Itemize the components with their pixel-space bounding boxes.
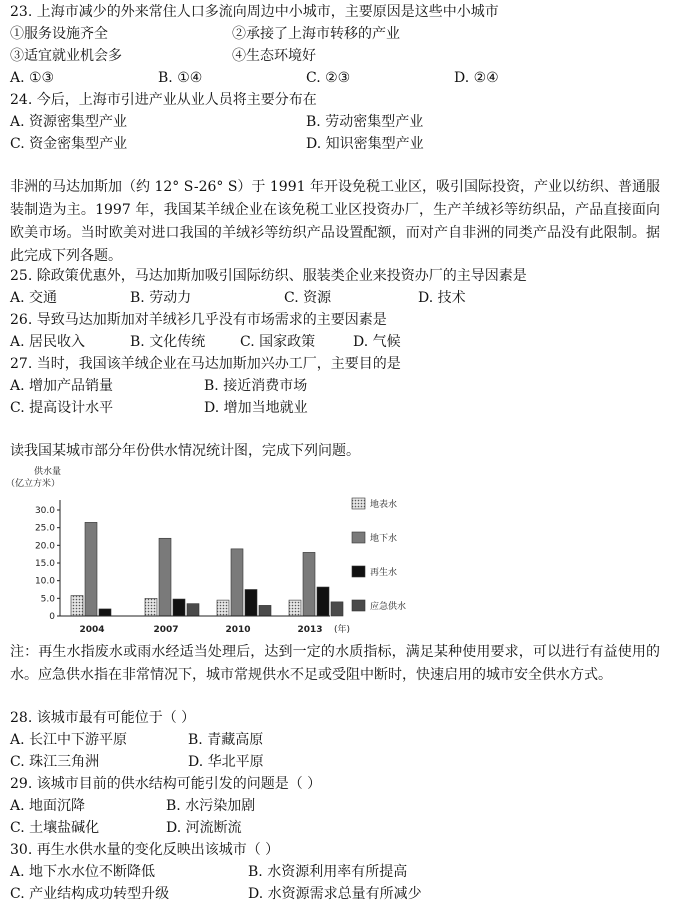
- y-tick-label: 20.0: [34, 541, 55, 552]
- bar-2007-3: [187, 604, 199, 616]
- legend-label: 地表水: [370, 500, 398, 510]
- q30-stem: 30. 再生水供水量的变化反映出该城市（ ）: [10, 842, 280, 858]
- bar-2010-0: [217, 600, 229, 616]
- q29-option-d: D. 河流断流: [166, 820, 242, 836]
- y-tick-label: 0: [49, 612, 55, 622]
- bar-2013-3: [331, 602, 343, 616]
- x-tick-label: 2007: [153, 625, 179, 635]
- passage-chart-intro: 读我国某城市部分年份供水情况统计图，完成下列问题。: [10, 443, 360, 459]
- legend-label: 再生水: [370, 568, 398, 578]
- q25-option-a: A. 交通: [10, 290, 58, 306]
- q28-option-c: C. 珠江三角洲: [10, 754, 100, 770]
- q24-option-c: C. 资金密集型产业: [10, 136, 128, 152]
- q23-option-a: A. ①③: [10, 70, 55, 86]
- q23-stem: 23. 上海市减少的外来常住人口多流向周边中小城市，主要原因是这些中小城市: [10, 4, 499, 20]
- q23-item-1: ①服务设施齐全: [10, 26, 108, 42]
- q27-option-c: C. 提高设计水平: [10, 400, 114, 416]
- bar-2013-1: [303, 552, 315, 616]
- q28-option-d: D. 华北平原: [188, 754, 264, 770]
- bar-2004-1: [85, 522, 97, 616]
- q26-stem: 26. 导致马达加斯加对羊绒衫几乎没有市场需求的主要因素是: [10, 312, 387, 328]
- q26-option-a: A. 居民收入: [10, 334, 86, 350]
- q25-option-d: D. 技术: [418, 290, 466, 306]
- legend-swatch: [352, 532, 365, 543]
- q30-option-d: D. 水资源需求总量有所减少: [248, 886, 422, 902]
- y-tick-label: 25.0: [34, 523, 55, 534]
- legend-swatch: [352, 498, 365, 509]
- x-tick-label: 2013: [297, 625, 323, 635]
- q24-option-d: D. 知识密集型产业: [306, 136, 424, 152]
- q23-option-d: D. ②④: [454, 70, 499, 86]
- q28-option-a: A. 长江中下游平原: [10, 732, 128, 748]
- q23-option-c: C. ②③: [306, 70, 351, 86]
- q29-stem: 29. 该城市目前的供水结构可能引发的问题是（ ）: [10, 776, 322, 792]
- q28-stem: 28. 该城市最有可能位于（ ）: [10, 710, 196, 726]
- y-tick-label: 15.0: [34, 559, 55, 569]
- q29-option-a: A. 地面沉降: [10, 798, 86, 814]
- q24-option-b: B. 劳动密集型产业: [306, 114, 424, 130]
- water-supply-chart: [0, 460, 470, 642]
- bar-2004-2: [99, 609, 111, 616]
- legend-label: 应急供水: [370, 602, 407, 612]
- legend-swatch: [352, 566, 365, 577]
- bar-2004-0: [71, 596, 83, 616]
- legend-label: 地下水: [370, 534, 398, 544]
- q25-option-b: B. 劳动力: [130, 290, 192, 306]
- bar-2007-1: [159, 538, 171, 616]
- q27-option-b: B. 接近消费市场: [204, 378, 308, 394]
- q28-option-b: B. 青藏高原: [188, 732, 264, 748]
- y-tick-label: 5.0: [40, 594, 55, 605]
- q27-option-a: A. 增加产品销量: [10, 378, 114, 394]
- chart-note: 注：再生水指废水或雨水经适当处理后，达到一定的水质指标，满足某种使用要求，可以进行有益使用的水。应急供水指在非常情况下，城市常规供水不足或受阻中断时，快速启用的城市安全供水方式。: [10, 644, 660, 683]
- bar-2010-3: [259, 605, 271, 616]
- x-axis-unit: (年): [334, 625, 351, 635]
- q26-option-b: B. 文化传统: [130, 334, 206, 350]
- q23-item-4: ④生态环境好: [232, 48, 316, 64]
- q30-option-b: B. 水资源利用率有所提高: [248, 864, 408, 880]
- q23-option-b: B. ①④: [158, 70, 203, 86]
- q29-option-b: B. 水污染加剧: [166, 798, 256, 814]
- q26-option-d: D. 气候: [353, 334, 401, 350]
- q27-option-d: D. 增加当地就业: [204, 400, 308, 416]
- passage-madagascar: 非洲的马达加斯加（约 12° S-26° S）于 1991 年开设免税工业区，吸引国际投资，产业以纺织、普通服装制造为主。1997 年，我国某羊绒企业在该免税工业区投资办厂，生产羊绒衫等纺织品，产品直接面向欧美市场。当时欧美对进口我国的羊绒衫等纺织产品设置配额，而对产自非洲的同类产品没有此限制。据此完成下列各题。: [10, 179, 660, 264]
- q25-option-c: C. 资源: [284, 290, 332, 306]
- q23-item-3: ③适宜就业机会多: [10, 48, 122, 64]
- bar-2013-2: [317, 587, 329, 616]
- y-tick-label: 10.0: [34, 576, 55, 587]
- q26-option-c: C. 国家政策: [240, 334, 316, 350]
- q25-stem: 25. 除政策优惠外，马达加斯加吸引国际纺织、服装类企业来投资办厂的主导因素是: [10, 268, 527, 284]
- q29-option-c: C. 土壤盐碱化: [10, 820, 100, 836]
- y-axis-unit: （亿立方米）: [6, 479, 61, 489]
- bar-2007-0: [145, 598, 157, 616]
- y-axis-title: 供水量: [34, 467, 62, 477]
- q23-item-2: ②承接了上海市转移的产业: [232, 26, 400, 42]
- q30-option-a: A. 地下水水位不断降低: [10, 864, 156, 880]
- q27-stem: 27. 当时，我国该羊绒企业在马达加斯加兴办工厂，主要目的是: [10, 356, 401, 372]
- bar-2013-0: [289, 600, 301, 616]
- x-tick-label: 2010: [225, 625, 251, 635]
- x-tick-label: 2004: [79, 625, 105, 635]
- y-tick-label: 30.0: [34, 506, 55, 516]
- bar-2010-1: [231, 549, 243, 616]
- q24-stem: 24. 今后，上海市引进产业从业人员将主要分布在: [10, 92, 317, 108]
- q30-option-c: C. 产业结构成功转型升级: [10, 886, 170, 902]
- q24-option-a: A. 资源密集型产业: [10, 114, 128, 130]
- legend-swatch: [352, 600, 365, 611]
- bar-2007-2: [173, 599, 185, 616]
- bar-2010-2: [245, 590, 257, 617]
